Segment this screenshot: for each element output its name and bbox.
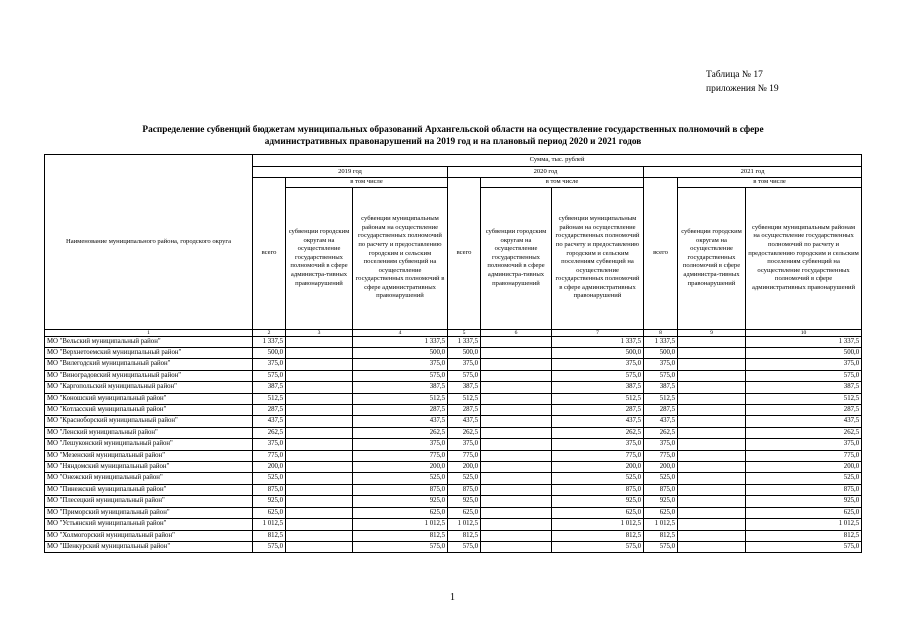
value-cell: 375,0	[644, 439, 678, 450]
value-cell	[286, 393, 353, 404]
table-row	[45, 405, 862, 416]
value-cell	[286, 462, 353, 473]
value-cell: 1 337,5	[353, 336, 448, 347]
value-cell: 262,5	[552, 427, 644, 438]
table-row	[45, 507, 862, 518]
value-cell	[286, 450, 353, 461]
value-cell: 875,0	[746, 484, 862, 495]
value-cell	[481, 336, 552, 347]
value-cell: 437,5	[448, 416, 481, 427]
value-cell: 375,0	[746, 359, 862, 370]
header-district-subvention-2019: субвенции муниципальным районам на осуществление государственных полномочий по расчету и предоставлению городским и сельским поселениям субвенций на осуществление государственных полномочий в сфере административных правонарушений	[353, 187, 448, 329]
municipality-name-cell: МО "Пинежский муниципальный район"	[45, 484, 253, 495]
value-cell	[678, 530, 746, 541]
value-cell	[678, 393, 746, 404]
value-cell: 387,5	[253, 382, 286, 393]
value-cell: 262,5	[448, 427, 481, 438]
municipality-name-cell: МО "Котласский муниципальный район"	[45, 405, 253, 416]
column-number-row	[45, 329, 862, 336]
header-municipality-name: Наименование муниципального района, городского округа	[45, 155, 253, 330]
value-cell: 287,5	[448, 405, 481, 416]
value-cell	[286, 473, 353, 484]
header-district-subvention-2020: субвенции муниципальным районам на осуществление государственных полномочий по расчету и предоставлению городским и сельским поселениям субвенций на осуществление государственных полномочий в сфере административных правонарушений	[552, 187, 644, 329]
value-cell: 812,5	[448, 530, 481, 541]
value-cell	[678, 427, 746, 438]
value-cell: 375,0	[253, 359, 286, 370]
value-cell: 387,5	[353, 382, 448, 393]
value-cell: 1 337,5	[552, 336, 644, 347]
column-number: 7	[552, 329, 644, 336]
header-total-2020: всего	[448, 178, 481, 330]
municipality-name-cell: МО "Приморский муниципальный район"	[45, 507, 253, 518]
value-cell: 812,5	[552, 530, 644, 541]
value-cell	[678, 336, 746, 347]
value-cell: 375,0	[353, 439, 448, 450]
value-cell: 775,0	[448, 450, 481, 461]
value-cell	[481, 530, 552, 541]
value-cell	[481, 450, 552, 461]
table-row	[45, 439, 862, 450]
header-city-subvention-2020: субвенции городским округам на осуществление государственных полномочий в сфере администра-тивных правонарушений	[481, 187, 552, 329]
value-cell: 875,0	[353, 484, 448, 495]
value-cell: 500,0	[552, 348, 644, 359]
column-number: 9	[678, 329, 746, 336]
value-cell	[481, 416, 552, 427]
value-cell: 287,5	[253, 405, 286, 416]
table-row	[45, 359, 862, 370]
value-cell: 437,5	[353, 416, 448, 427]
value-cell	[286, 416, 353, 427]
table-row	[45, 450, 862, 461]
value-cell: 375,0	[253, 439, 286, 450]
table-row	[45, 462, 862, 473]
document-title	[55, 124, 851, 148]
value-cell: 437,5	[644, 416, 678, 427]
value-cell: 375,0	[448, 439, 481, 450]
value-cell: 625,0	[644, 507, 678, 518]
value-cell: 375,0	[552, 439, 644, 450]
value-cell: 812,5	[644, 530, 678, 541]
value-cell	[286, 336, 353, 347]
value-cell	[678, 359, 746, 370]
value-cell	[286, 519, 353, 530]
value-cell: 925,0	[448, 496, 481, 507]
value-cell: 500,0	[253, 348, 286, 359]
value-cell	[481, 382, 552, 393]
value-cell: 287,5	[644, 405, 678, 416]
value-cell: 812,5	[253, 530, 286, 541]
value-cell: 375,0	[552, 359, 644, 370]
value-cell: 262,5	[353, 427, 448, 438]
table-row	[45, 496, 862, 507]
value-cell	[678, 439, 746, 450]
value-cell: 575,0	[253, 541, 286, 552]
municipality-name-cell: МО "Шенкурский муниципальный район"	[45, 541, 253, 552]
value-cell: 262,5	[253, 427, 286, 438]
value-cell	[286, 370, 353, 381]
value-cell: 1 337,5	[644, 336, 678, 347]
value-cell: 625,0	[746, 507, 862, 518]
column-number: 8	[644, 329, 678, 336]
value-cell: 200,0	[746, 462, 862, 473]
value-cell: 925,0	[552, 496, 644, 507]
value-cell: 575,0	[353, 541, 448, 552]
table-row	[45, 370, 862, 381]
municipality-name-cell: МО "Плесецкий муниципальный район"	[45, 496, 253, 507]
value-cell	[678, 348, 746, 359]
value-cell	[678, 416, 746, 427]
value-cell: 625,0	[448, 507, 481, 518]
column-number: 6	[481, 329, 552, 336]
value-cell: 500,0	[448, 348, 481, 359]
municipality-name-cell: МО "Онежский муниципальный район"	[45, 473, 253, 484]
value-cell: 625,0	[253, 507, 286, 518]
value-cell: 512,5	[253, 393, 286, 404]
value-cell: 525,0	[644, 473, 678, 484]
value-cell: 575,0	[644, 370, 678, 381]
header-including-2020: в том числе	[481, 178, 644, 188]
value-cell: 812,5	[746, 530, 862, 541]
table-row	[45, 427, 862, 438]
value-cell: 500,0	[746, 348, 862, 359]
value-cell: 387,5	[746, 382, 862, 393]
value-cell: 200,0	[644, 462, 678, 473]
value-cell: 812,5	[353, 530, 448, 541]
value-cell: 375,0	[353, 359, 448, 370]
value-cell: 500,0	[353, 348, 448, 359]
value-cell: 1 012,5	[746, 519, 862, 530]
value-cell: 287,5	[746, 405, 862, 416]
value-cell: 525,0	[253, 473, 286, 484]
value-cell	[286, 348, 353, 359]
value-cell	[678, 370, 746, 381]
value-cell: 1 337,5	[746, 336, 862, 347]
municipality-name-cell: МО "Лешуконский муниципальный район"	[45, 439, 253, 450]
table-row	[45, 530, 862, 541]
header-total-2019: всего	[253, 178, 286, 330]
value-cell	[678, 382, 746, 393]
value-cell: 500,0	[644, 348, 678, 359]
value-cell	[481, 507, 552, 518]
value-cell	[678, 484, 746, 495]
value-cell: 575,0	[552, 541, 644, 552]
value-cell: 1 337,5	[448, 336, 481, 347]
value-cell	[481, 496, 552, 507]
value-cell: 1 337,5	[253, 336, 286, 347]
column-number: 10	[746, 329, 862, 336]
value-cell	[286, 530, 353, 541]
value-cell: 512,5	[353, 393, 448, 404]
table-row	[45, 519, 862, 530]
value-cell	[678, 496, 746, 507]
value-cell: 387,5	[448, 382, 481, 393]
value-cell: 525,0	[353, 473, 448, 484]
value-cell	[678, 519, 746, 530]
table-row	[45, 416, 862, 427]
column-number: 1	[45, 329, 253, 336]
value-cell: 925,0	[644, 496, 678, 507]
value-cell: 1 012,5	[353, 519, 448, 530]
value-cell: 775,0	[552, 450, 644, 461]
municipality-name-cell: МО "Верхнетоемский муниципальный район"	[45, 348, 253, 359]
table-row	[45, 473, 862, 484]
value-cell	[286, 439, 353, 450]
value-cell: 375,0	[448, 359, 481, 370]
page-number: 1	[450, 592, 455, 603]
value-cell: 387,5	[644, 382, 678, 393]
value-cell: 625,0	[353, 507, 448, 518]
table-row	[45, 393, 862, 404]
table-row	[45, 382, 862, 393]
value-cell	[286, 382, 353, 393]
value-cell: 512,5	[746, 393, 862, 404]
value-cell: 875,0	[253, 484, 286, 495]
municipality-name-cell: МО "Вельский муниципальный район"	[45, 336, 253, 347]
header-including-2021: в том числе	[678, 178, 862, 188]
value-cell: 512,5	[448, 393, 481, 404]
table-body	[45, 336, 862, 553]
municipality-name-cell: МО "Красноборский муниципальный район"	[45, 416, 253, 427]
value-cell: 575,0	[746, 370, 862, 381]
value-cell: 775,0	[644, 450, 678, 461]
value-cell	[481, 462, 552, 473]
value-cell: 375,0	[746, 439, 862, 450]
value-cell: 875,0	[552, 484, 644, 495]
value-cell: 925,0	[253, 496, 286, 507]
header-year-2020: 2020 год	[448, 167, 644, 178]
value-cell: 387,5	[552, 382, 644, 393]
municipality-name-cell: МО "Ленский муниципальный район"	[45, 427, 253, 438]
value-cell: 575,0	[746, 541, 862, 552]
value-cell: 575,0	[644, 541, 678, 552]
header-total-2021: всего	[644, 178, 678, 330]
value-cell	[481, 439, 552, 450]
value-cell	[678, 473, 746, 484]
municipality-name-cell: МО "Мезенский муниципальный район"	[45, 450, 253, 461]
column-number: 3	[286, 329, 353, 336]
value-cell: 875,0	[644, 484, 678, 495]
municipality-name-cell: МО "Вилегодский муниципальный район"	[45, 359, 253, 370]
value-cell: 525,0	[552, 473, 644, 484]
value-cell: 1 012,5	[253, 519, 286, 530]
header-city-subvention-2019: субвенции городским округам на осуществление государственных полномочий в сфере администра-тивных правонарушений	[286, 187, 353, 329]
value-cell: 775,0	[746, 450, 862, 461]
column-number: 2	[253, 329, 286, 336]
value-cell: 775,0	[253, 450, 286, 461]
value-cell	[481, 484, 552, 495]
title-line-2: административных правонарушений на 2019 год и на плановый период 2020 и 2021 годов	[264, 137, 642, 147]
value-cell: 287,5	[552, 405, 644, 416]
value-cell	[481, 393, 552, 404]
value-cell	[286, 427, 353, 438]
value-cell: 925,0	[746, 496, 862, 507]
value-cell: 200,0	[552, 462, 644, 473]
municipality-name-cell: МО "Коношский муниципальный район"	[45, 393, 253, 404]
municipality-name-cell: МО "Устьянский муниципальный район"	[45, 519, 253, 530]
value-cell	[481, 519, 552, 530]
header-including-2019: в том числе	[286, 178, 448, 188]
value-cell: 775,0	[353, 450, 448, 461]
value-cell	[286, 496, 353, 507]
subventions-table	[44, 154, 862, 553]
municipality-name-cell: МО "Каргопольский муниципальный район"	[45, 382, 253, 393]
value-cell: 1 012,5	[552, 519, 644, 530]
title-line-1: Распределение субвенций бюджетам муниципальных образований Архангельской области на осуществление государственных полномочий в сфере	[142, 125, 764, 135]
municipality-name-cell: МО "Няндомский муниципальный район"	[45, 462, 253, 473]
municipality-name-cell: МО "Виноградовский муниципальный район"	[45, 370, 253, 381]
value-cell: 512,5	[644, 393, 678, 404]
header-city-subvention-2021: субвенции городским округам на осуществление государственных полномочий в сфере администра-тивных правонарушений	[678, 187, 746, 329]
value-cell: 287,5	[353, 405, 448, 416]
value-cell: 575,0	[448, 541, 481, 552]
value-cell: 437,5	[552, 416, 644, 427]
value-cell	[481, 427, 552, 438]
value-cell: 625,0	[552, 507, 644, 518]
value-cell	[286, 359, 353, 370]
table-row	[45, 484, 862, 495]
header-sum: Сумма, тыс. рублей	[253, 155, 862, 167]
value-cell	[286, 507, 353, 518]
value-cell	[481, 541, 552, 552]
value-cell: 375,0	[644, 359, 678, 370]
value-cell	[286, 541, 353, 552]
value-cell: 200,0	[253, 462, 286, 473]
value-cell	[678, 541, 746, 552]
value-cell: 512,5	[552, 393, 644, 404]
value-cell	[481, 405, 552, 416]
value-cell: 1 012,5	[448, 519, 481, 530]
value-cell: 525,0	[448, 473, 481, 484]
value-cell: 200,0	[448, 462, 481, 473]
value-cell: 262,5	[644, 427, 678, 438]
value-cell	[481, 348, 552, 359]
value-cell	[286, 484, 353, 495]
value-cell	[481, 359, 552, 370]
value-cell: 437,5	[253, 416, 286, 427]
value-cell: 575,0	[253, 370, 286, 381]
value-cell: 262,5	[746, 427, 862, 438]
value-cell	[481, 473, 552, 484]
value-cell	[678, 462, 746, 473]
value-cell	[481, 370, 552, 381]
value-cell	[286, 405, 353, 416]
value-cell: 575,0	[448, 370, 481, 381]
table-row	[45, 541, 862, 552]
table-number-label: Таблица № 17	[706, 70, 763, 80]
value-cell: 200,0	[353, 462, 448, 473]
appendix-label: приложения № 19	[706, 84, 779, 94]
table-row	[45, 336, 862, 347]
value-cell: 925,0	[353, 496, 448, 507]
header-year-2019: 2019 год	[253, 167, 448, 178]
value-cell: 1 012,5	[644, 519, 678, 530]
value-cell: 575,0	[353, 370, 448, 381]
value-cell	[678, 450, 746, 461]
table-row	[45, 348, 862, 359]
value-cell: 437,5	[746, 416, 862, 427]
municipality-name-cell: МО "Холмогорский муниципальный район"	[45, 530, 253, 541]
value-cell: 525,0	[746, 473, 862, 484]
column-number: 5	[448, 329, 481, 336]
header-year-2021: 2021 год	[644, 167, 862, 178]
header-district-subvention-2021: субвенции муниципальным районам на осуществление государственных полномочий по расчету и предоставлению городским и сельским поселениям субвенций на осуществление государственных полномочий в сфере административных правонарушений	[746, 187, 862, 329]
value-cell	[678, 405, 746, 416]
value-cell: 875,0	[448, 484, 481, 495]
value-cell: 575,0	[552, 370, 644, 381]
value-cell	[678, 507, 746, 518]
column-number: 4	[353, 329, 448, 336]
table-reference	[706, 68, 779, 96]
